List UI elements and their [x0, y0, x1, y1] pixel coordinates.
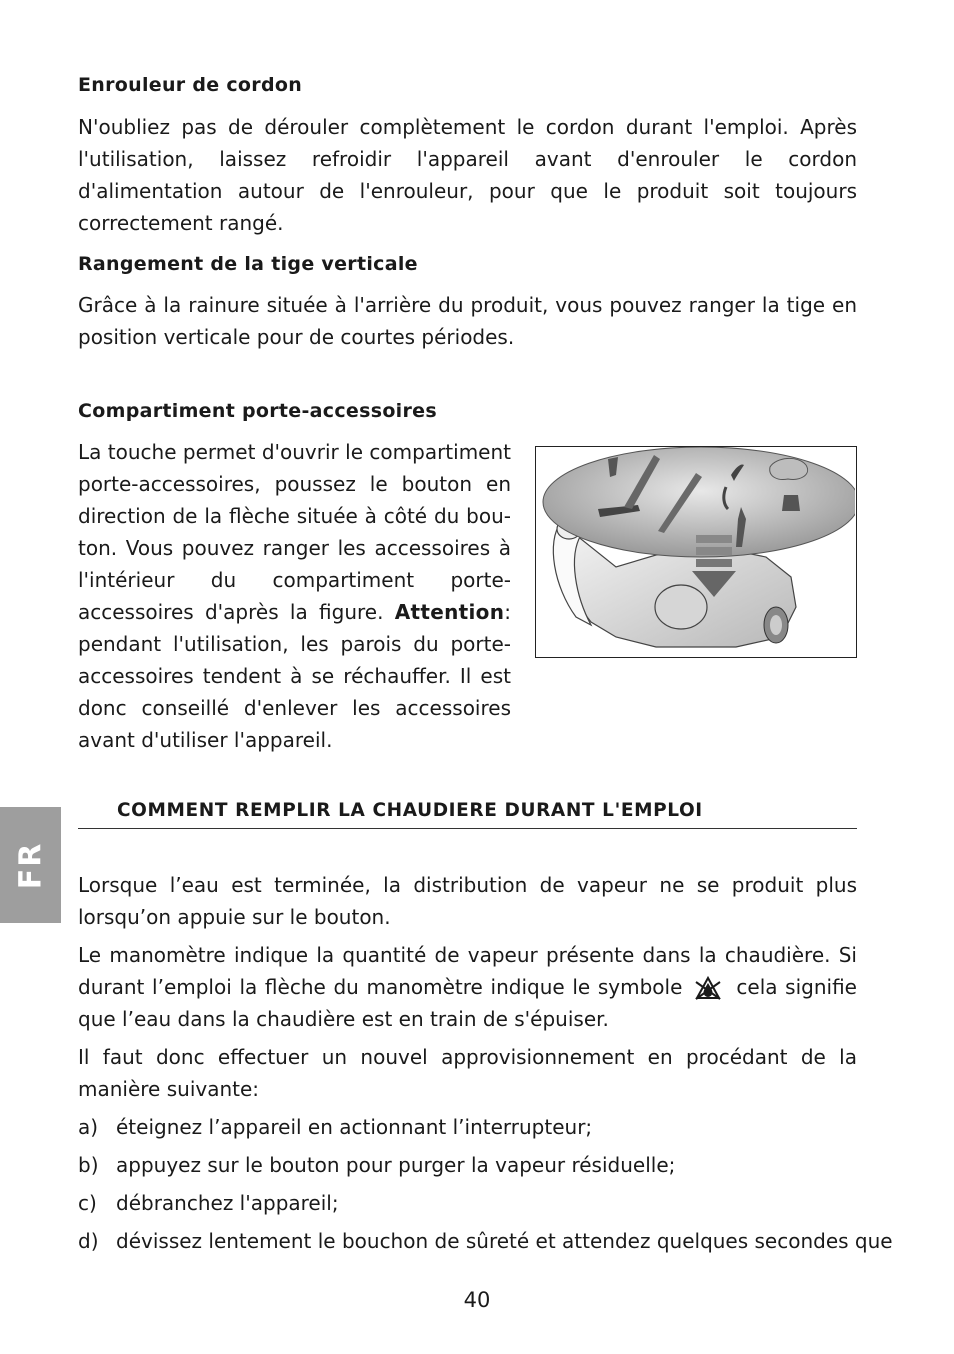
attention-label: Attention — [394, 600, 505, 624]
manometer-text-before: Le manomètre indique la quantité de vapeur présente dans la chaudière. Si durant l’emploi la flèche du manomètre indique le symbole — [78, 943, 857, 999]
list-text: éteignez l’appareil en actionnant l’interrupteur; — [116, 1115, 593, 1139]
language-tab — [0, 807, 61, 923]
paragraph-refill: Il faut donc effectuer un nouvel approvisionnement en procédant de la manière suivante: — [78, 1045, 857, 1101]
chapter-title: COMMENT REMPLIR LA CHAUDIERE DURANT L'EMPLOI — [117, 800, 703, 821]
list-text: dévissez lentement le bouchon de sûreté et attendez quelques secondes que — [116, 1229, 893, 1253]
heading-rod-storage: Rangement de la tige verticale — [78, 253, 418, 275]
list-marker: a) — [78, 1115, 99, 1139]
accessory-text-after: : pendant l'utilisation, les parois du porte-accessoires tendent à se réchauffer. Il est donc conseillé d'enlever les accessoires avant d'utiliser l'appareil. — [78, 600, 511, 752]
paragraph-manometer — [78, 939, 857, 1035]
list-text: débranchez l'appareil; — [116, 1191, 339, 1215]
list-marker: c) — [78, 1191, 97, 1215]
accessory-compartment-figure — [535, 446, 857, 658]
list-marker: b) — [78, 1153, 99, 1177]
language-tab-label: FR — [13, 841, 48, 889]
manometer-text-after: cela signifie que l’eau dans la chaudière est en train de s'épuiser. — [78, 975, 857, 1031]
heading-accessory-compartment: Compartiment porte-accessoires — [78, 400, 437, 422]
heading-cord-reel: Enrouleur de cordon — [78, 74, 303, 96]
paragraph-accessory-compartment — [78, 436, 511, 756]
chapter-heading — [78, 800, 857, 829]
accessory-text-before: La touche permet d'ouvrir le compartiment porte-accessoires, poussez le bouton en direction de la flèche située à côté du bouton. Vous pouvez ranger les accessoires à l'intérieur du compartiment porte-accessoires d'après la figure. — [78, 440, 511, 624]
paragraph-water-finished: Lorsque l’eau est terminée, la distribution de vapeur ne se produit plus lorsqu’on appuie sur le bouton. — [78, 873, 857, 929]
list-text: appuyez sur le bouton pour purger la vapeur résiduelle; — [116, 1153, 676, 1177]
vacuum-accessories-illustration — [536, 447, 855, 656]
paragraph-cord-reel: N'oubliez pas de dérouler complètement le cordon durant l'emploi. Après l'utilisation, laissez refroidir l'appareil avant d'enrouler le cordon d'alimentation autour de l'enrouleur, pour que le produit soit toujours correctement rangé. — [78, 115, 857, 235]
page-number: 40 — [463, 1288, 491, 1312]
paragraph-rod-storage: Grâce à la rainure située à l'arrière du produit, vous pouvez ranger la tige en position verticale pour de courtes périodes. — [78, 293, 857, 349]
low-water-warning-icon — [692, 974, 724, 1000]
list-marker: d) — [78, 1229, 99, 1253]
